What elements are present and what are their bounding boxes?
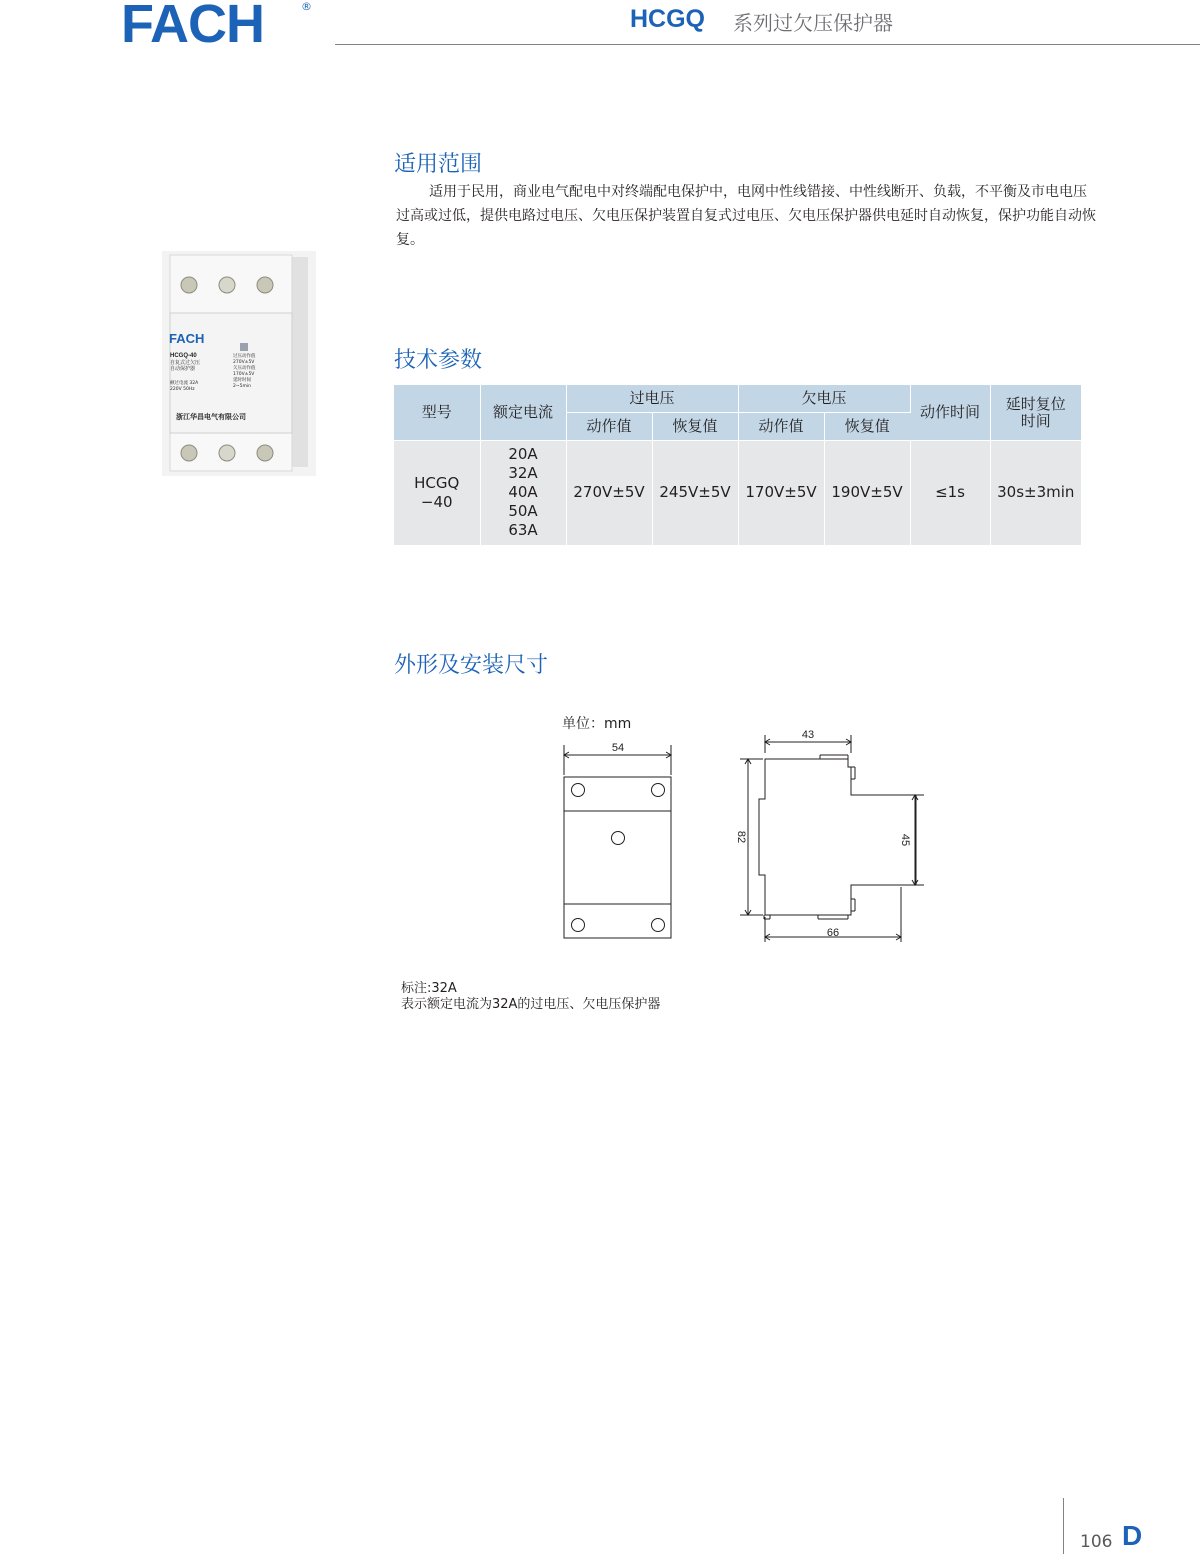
spec-table xyxy=(394,385,1081,545)
side-height-label: 82 xyxy=(735,830,747,844)
footer-rule xyxy=(1063,1498,1064,1554)
note-line-1: 标注:32A xyxy=(401,981,457,996)
header-over-recovery: 恢复值 xyxy=(652,413,738,441)
scope-text: 适用于民用，商业电气配电中对终端配电保护中，电网中性线错接、中性线断开、负载，不平衡及市电电压过高或过低，提供电路过电压、欠电压保护装置自复式过电压、欠电压保护器供电延时自动恢复，保护功能自动恢复。 xyxy=(396,184,1096,248)
photo-spec-1: 过压动作值 xyxy=(233,354,256,359)
photo-spec-6: 2~5min xyxy=(233,384,251,389)
photo-rating-1: 额过电流 32A xyxy=(170,381,199,386)
photo-spec-5: 延时时间 xyxy=(233,378,251,383)
series-name: 系列过欠压保护器 xyxy=(733,11,893,35)
section-letter: D xyxy=(1122,1520,1143,1551)
header-action-time: 动作时间 xyxy=(910,385,990,441)
product-photo xyxy=(162,251,316,476)
photo-brand: FACH xyxy=(169,331,205,346)
photo-type-1: 自复式过欠压 xyxy=(170,360,201,366)
note-line-2: 表示额定电流为32A的过电压、欠电压保护器 xyxy=(401,997,661,1012)
header-rated-current: 额定电流 xyxy=(480,385,566,441)
scope-title: 适用范围 xyxy=(394,152,483,177)
cell-delay-time: 30s±3min xyxy=(990,441,1081,545)
tech-title: 技术参数 xyxy=(394,348,483,373)
brand-logo: FACH xyxy=(121,0,264,54)
header-rule xyxy=(335,44,1200,45)
cell-under-recovery: 190V±5V xyxy=(824,441,910,545)
photo-spec-4: 170V±5V xyxy=(233,372,255,377)
cell-currents: 20A 32A 40A 50A 63A xyxy=(480,441,566,545)
table-row xyxy=(394,441,1081,545)
unit-label: 单位：mm xyxy=(562,716,632,732)
cell-over-action: 270V±5V xyxy=(566,441,652,545)
photo-spec-3: 欠压动作值 xyxy=(233,366,256,371)
side-middle-label: 45 xyxy=(899,833,911,847)
header-delay-recovery: 延时复位时间 xyxy=(990,385,1081,441)
front-width-label: 54 xyxy=(611,742,625,754)
cell-action-time: ≤1s xyxy=(910,441,990,545)
registered-mark: ® xyxy=(301,0,312,13)
photo-spec-2: 270V±5V xyxy=(233,360,255,365)
photo-model: HCGQ-40 xyxy=(170,353,197,359)
header-under-voltage: 欠电压 xyxy=(738,385,910,413)
cell-model: HCGQ −40 xyxy=(394,441,480,545)
header-over-action: 动作值 xyxy=(566,413,652,441)
header-under-recovery: 恢复值 xyxy=(824,413,910,441)
cell-under-action: 170V±5V xyxy=(738,441,824,545)
series-code: HCGQ xyxy=(630,5,705,33)
header-under-action: 动作值 xyxy=(738,413,824,441)
dimensions-title: 外形及安装尺寸 xyxy=(394,653,549,678)
header-model: 型号 xyxy=(394,385,480,441)
side-top-label: 43 xyxy=(801,729,815,741)
front-view-drawing xyxy=(555,735,685,945)
header-over-voltage: 过电压 xyxy=(566,385,738,413)
side-bottom-label: 66 xyxy=(826,927,840,939)
photo-type-2: 自动保护器 xyxy=(170,366,196,372)
note xyxy=(401,981,660,1013)
page-number: 106 xyxy=(1080,1532,1113,1552)
cell-over-recovery: 245V±5V xyxy=(652,441,738,545)
side-view-drawing xyxy=(730,725,930,950)
photo-rating-2: 220V 50Hz xyxy=(170,387,195,392)
photo-maker: 浙江华昌电气有限公司 xyxy=(176,413,246,421)
